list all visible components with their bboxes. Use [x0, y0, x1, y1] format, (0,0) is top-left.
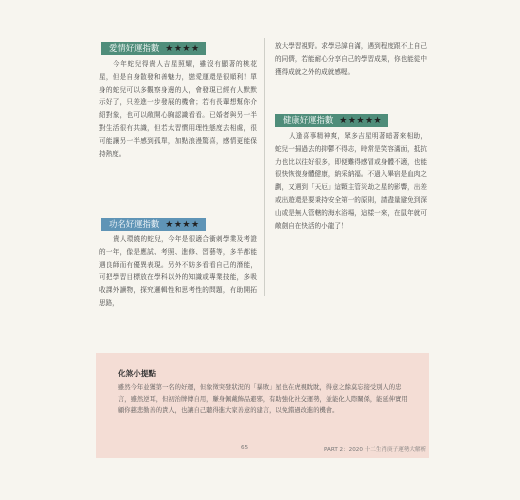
- career-fortune-stars: ★★★★: [165, 220, 200, 230]
- love-fortune-label-text: 愛情好運指數: [109, 43, 160, 53]
- love-fortune-stars: ★★★★: [165, 44, 200, 54]
- career-fortune-paragraph: 貴人環繞的蛇兒，今年是很適合衝刺學業及考證的一年，像是應試、考照、進修、習藝等，多半都能遇良師而有優異表現。另外不妨多看看自己的潛能，可把學習目標放在學科以外的知識或專業技能，多吸收課外讀物，探究邏輯性和思考性的問題，有助開拓思路，: [99, 235, 257, 307]
- career-fortune-label-text: 功名好運指數: [109, 219, 160, 229]
- health-fortune-stars: ★★★★★: [339, 116, 383, 126]
- health-fortune-label-text: 健康好運指數: [283, 115, 334, 125]
- column-divider: [264, 38, 265, 296]
- health-fortune-paragraph: 人逢喜事精神爽，眾多吉星明著暗著來相助，蛇兒一掃過去的抑鬱不得志，時常是笑容滿面，抵抗力也比以往好很多，即便難得感冒或身體不適，也能很快恢復身體健康，納采納福。不過入畢宿是血肉之劃，又遇到「天厄」這顆主管災劫之星的影響，出差或出遊還是要秉持安全第一的原則，請盡量避免到深山或是無人管轄的海水浴場，這樣一來，在鼠年就可敵劍自在快活的小龍了！: [275, 132, 427, 230]
- remedy-tip-title: 化煞小提點: [118, 369, 156, 378]
- remedy-tip-text: 雖然今年並獲第一名的好運，但象徵突發狀況的「暴敗」星也在虎視眈眈，得意之餘莫忘接受別人的忠言，雖然逆耳，但初治牌傳自用，賺身佩戴飾品避邪，有助強化社交運勢，並能化人際關係，能延伸實用顧你慈悲勤善的貴人，也讓自己聽得進大家善意的建言，以免錯過改進的機會。: [118, 384, 408, 414]
- page-number: 65: [241, 445, 249, 451]
- love-fortune-label: [101, 42, 206, 55]
- running-footer-text: PART 2：2020 十二生肖庚子運勢大解析: [324, 447, 427, 453]
- health-fortune-label: [275, 114, 388, 127]
- love-fortune-paragraph: 今年蛇兒得貴人吉星照耀，雖沒有顯著的桃花星，但是自身散發和善魅力，戀愛運還是很順利！單身的蛇兒可以多觀察身邊的人，會發現已經有人默默示好了，只差進一步發展的機會；若有長輩想幫你介紹對象，也可以敞開心胸認識看看。已婚者與另一半對生活很有共識，但若太習慣用理性態度去相處，很可能讓另一半感到孤單，加點浪漫驚喜，感情更能保持熱度。: [99, 60, 257, 158]
- career-fortune-label: [101, 218, 206, 231]
- page-footer: [0, 441, 520, 461]
- career-fortune-continued-paragraph: 放大學習視野。求學忌諱自滿，遇到程度跟不上自己的同儕，若能耐心分享自己的學習成果，你也能從中獲得成就之外的成就感喔。: [275, 42, 427, 76]
